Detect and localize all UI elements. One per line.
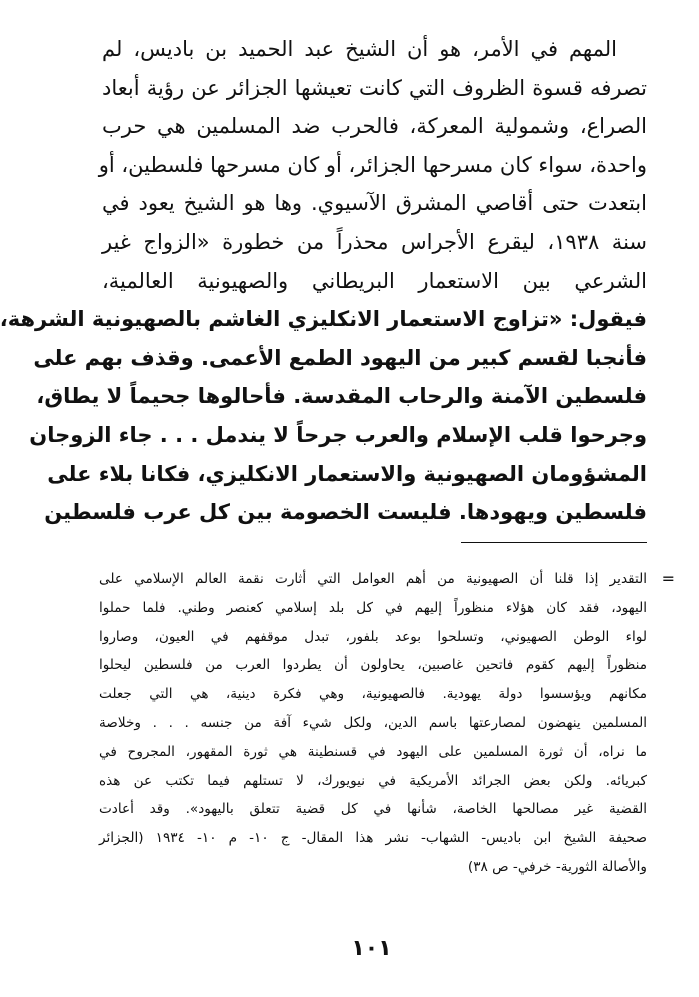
footnote-line: منظوراً إليهم كقوم فاتحين غاصبين، يحاولون أن يطردوا العرب من فلسطين ليحلوا — [99, 657, 647, 674]
quote-line: فيقول: «تزاوج الاستعمار الانكليزي الغاشم بالصهيونية الشرهة، — [0, 307, 647, 332]
quote-line: فلسطين الآمنة والرحاب المقدسة. فأحالوها جحيماً لا يطاق، — [36, 384, 647, 409]
footnote-line: والأصالة الثورية- خرفي- ص ٣٨) — [467, 858, 647, 875]
body-text — [0, 30, 648, 532]
footnote-line: صحيفة الشيخ ابن باديس- الشهاب- نشر هذا المقال- ج ١٠- م ١٠- ١٩٣٤ (الجزائر — [99, 830, 647, 847]
footnote-continuation-marker: = — [661, 569, 675, 588]
footnote-line: القضية غير مصالحها الخاصة، شأنها في كل قضية تتعلق باليهود». وقد أعادت — [99, 801, 647, 818]
quote-line: وجرحوا قلب الإسلام والعرب جرحاً لا يندمل . . . جاء الزوجان — [29, 422, 647, 447]
page-number: ١٠١ — [351, 936, 392, 961]
footnote-line: لواء الوطن الصهيوني، وتسلحوا بوعد بلفور، تبدل موقفهم في العيون، وصاروا — [99, 628, 647, 645]
body-line: تصرفه قسوة الظروف التي كانت تعيشها الجزائر عن رؤية أبعاد — [102, 75, 647, 100]
body-line: الصراع، وشمولية المعركة، فالحرب ضد المسلمين هي حرب — [102, 114, 647, 139]
quote-line: المشؤومان الصهيونية والاستعمار الانكليزي، فكانا بلاء على — [47, 461, 647, 486]
body-line: ابتعدت حتى أقاصي المشرق الآسيوي. وها هو الشيخ يعود في — [102, 191, 647, 216]
footnote-line: كبريائه. ولكن بعض الجرائد الأمريكية في نيويورك، لا تستلهم فيما تكتب عن هذه — [99, 772, 647, 789]
quote-line: فأنجبا لقسم كبير من اليهود الطمع الأعمى. وقذف بهم على — [33, 345, 647, 370]
footnote-line: اليهود، فقد كان هؤلاء منظوراً إليهم في كل بلد إسلامي كعنصر وطني. فلما حملوا — [99, 599, 647, 616]
footnote-line: التقدير إذا قلنا أن الصهيونية من أهم العوامل التي أثارت نقمة العالم الإسلامي على — [99, 571, 647, 587]
footnote-line: المسلمين ينهضون لمصارعتها باسم الدين، ولكل شيء آفة من جنسه . . . وخلاصة — [99, 714, 647, 731]
footnote-line: ما نراه، أن ثورة المسلمين على اليهود في قسنطينة هي ثورة المقهور، المجروح في — [99, 743, 647, 760]
footnote-separator — [461, 542, 647, 543]
footnote — [99, 565, 675, 882]
body-line: المهم في الأمر، هو أن الشيخ عبد الحميد بن باديس، لم — [102, 37, 617, 61]
quote-line: فلسطين ويهودها. فليست الخصومة بين كل عرب فلسطين — [44, 500, 647, 525]
body-line: سنة ١٩٣٨، ليقرع الأجراس محذراً من خطورة «الزواج غير — [102, 229, 648, 254]
body-line: واحدة، سواء كان مسرحها الجزائر، أو كان مسرحها فلسطين، أو — [98, 152, 647, 177]
body-line: الشرعي بين الاستعمار البريطاني والصهيونية العالمية، — [102, 268, 647, 293]
footnote-line: مكانهم ويؤسسوا دولة يهودية. فالصهيونية، وهي فكرة دينية، هي التي جعلت — [99, 686, 647, 703]
